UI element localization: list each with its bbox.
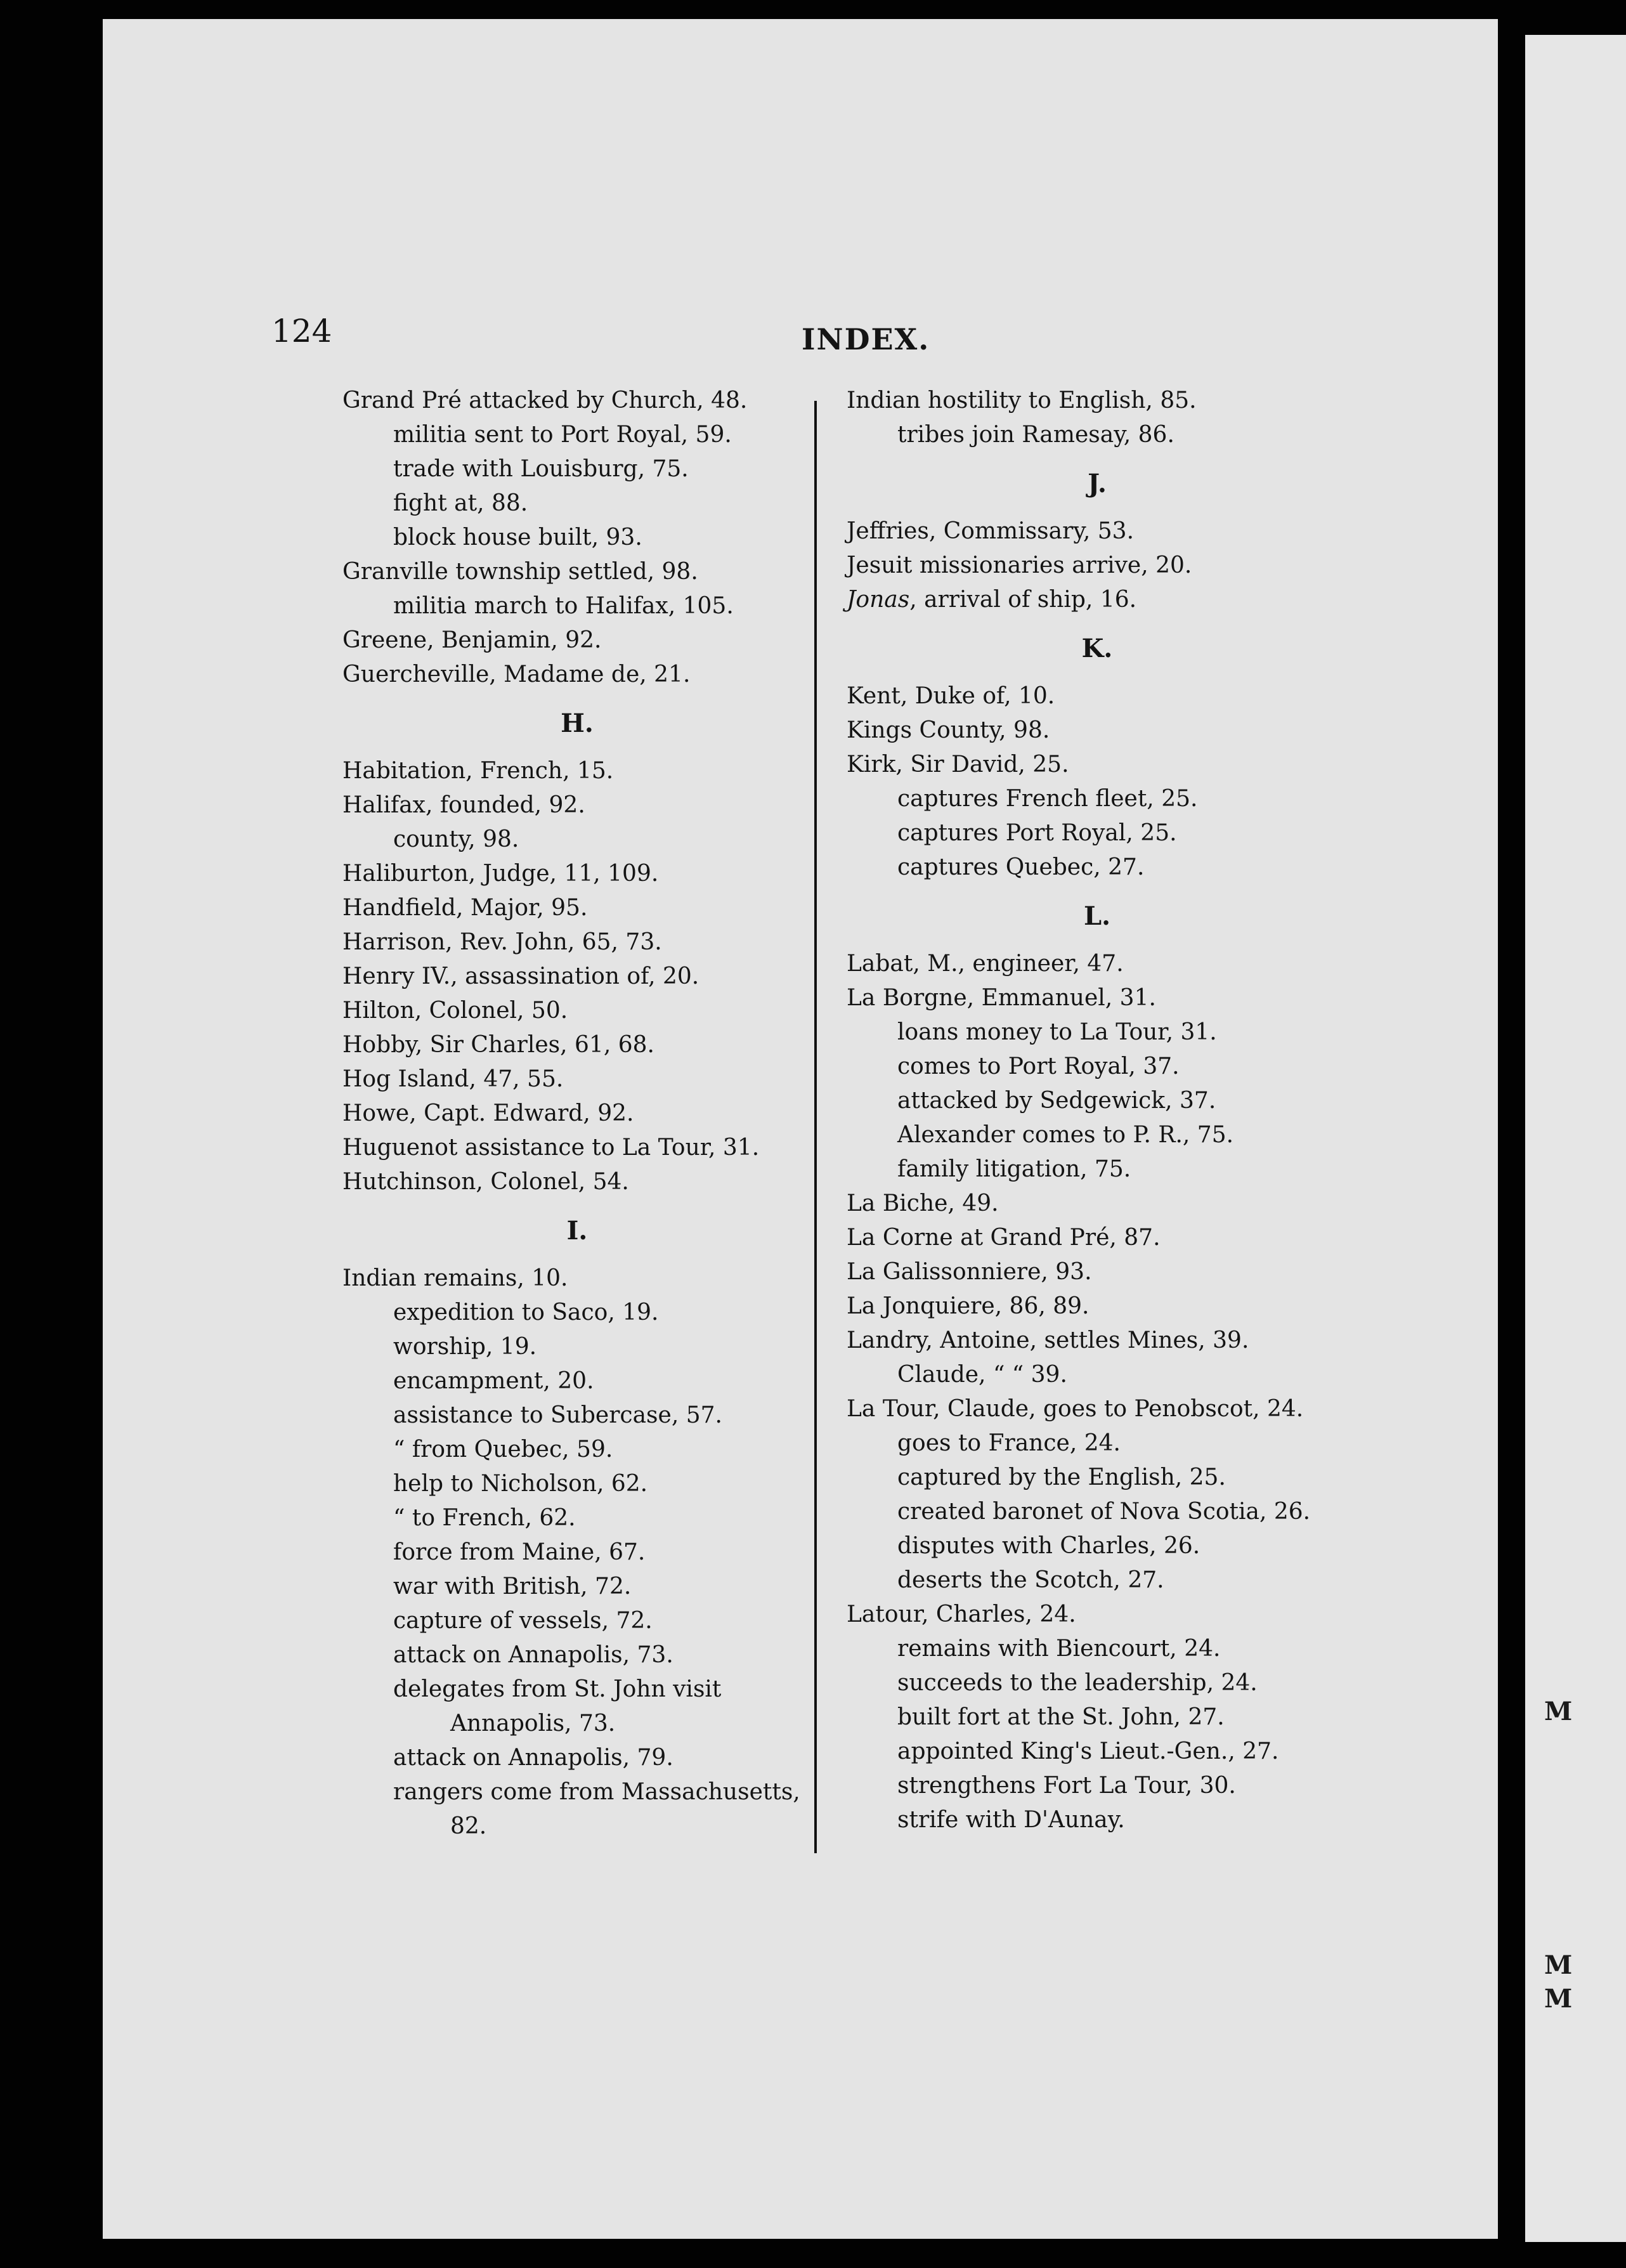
index-entry: Grand Pré attacked by Church, 48. (342, 388, 748, 414)
index-column-left (342, 384, 812, 1844)
index-entry: “ from Quebec, 59. (393, 1437, 613, 1463)
index-entry: created baronet of Nova Scotia, 26. (897, 1499, 1311, 1525)
index-entry: strife with D'Aunay. (897, 1807, 1125, 1833)
index-entry: succeeds to the leadership, 24. (897, 1670, 1258, 1696)
index-entry: deserts the Scotch, 27. (897, 1567, 1164, 1593)
index-entry: militia march to Halifax, 105. (393, 593, 734, 619)
section-letter-heading: J. (1088, 469, 1107, 499)
index-entry: captured by the English, 25. (897, 1464, 1226, 1490)
index-entry: goes to France, 24. (897, 1430, 1121, 1456)
index-entry: Latour, Charles, 24. (847, 1601, 1076, 1627)
index-entry: Hilton, Colonel, 50. (342, 998, 568, 1024)
index-entry: expedition to Saco, 19. (393, 1300, 659, 1326)
index-entry: Habitation, French, 15. (342, 758, 614, 784)
index-entry: comes to Port Royal, 37. (897, 1053, 1180, 1079)
index-entry: block house built, 93. (393, 525, 642, 551)
index-entry: rangers come from Massachusetts, (393, 1779, 800, 1805)
edge-letter: M (1544, 1697, 1573, 1726)
index-entry: La Galissonniere, 93. (847, 1259, 1092, 1285)
index-entry: attacked by Sedgewick, 37. (897, 1088, 1216, 1114)
index-entry: capture of vessels, 72. (393, 1608, 653, 1634)
edge-letter: M (1544, 1950, 1573, 1980)
index-entry: Kirk, Sir David, 25. (847, 752, 1069, 778)
index-entry: delegates from St. John visit (393, 1676, 722, 1702)
index-entry-italic: Jonas (847, 587, 910, 613)
index-entry: fight at, 88. (393, 490, 528, 516)
index-entry: Jesuit missionaries arrive, 20. (847, 552, 1192, 578)
index-entry: Kent, Duke of, 10. (847, 683, 1055, 709)
index-entry: Harrison, Rev. John, 65, 73. (342, 929, 662, 955)
index-entry: Hutchinson, Colonel, 54. (342, 1169, 629, 1195)
index-entry: assistance to Subercase, 57. (393, 1402, 722, 1428)
index-entry: strengthens Fort La Tour, 30. (897, 1773, 1236, 1799)
index-entry: Huguenot assistance to La Tour, 31. (342, 1135, 760, 1161)
index-entry: Landry, Antoine, settles Mines, 39. (847, 1327, 1249, 1353)
index-entry: captures Port Royal, 25. (897, 820, 1177, 846)
index-entry: Claude, “ “ 39. (897, 1362, 1067, 1388)
index-entry: Indian hostility to English, 85. (847, 388, 1197, 414)
index-entry: La Borgne, Emmanuel, 31. (847, 985, 1156, 1011)
index-entry: Howe, Capt. Edward, 92. (342, 1100, 634, 1126)
page-number: 124 (271, 313, 332, 349)
section-letter-heading: I. (566, 1216, 588, 1246)
index-entry: militia sent to Port Royal, 59. (393, 422, 732, 448)
index-entry: built fort at the St. John, 27. (897, 1704, 1225, 1730)
index-entry: Hog Island, 47, 55. (342, 1066, 564, 1092)
index-entry: attack on Annapolis, 73. (393, 1642, 673, 1668)
index-column-right (847, 384, 1348, 1837)
section-letter-heading: L. (1083, 901, 1111, 931)
edge-letter: M (1544, 1984, 1573, 2014)
index-entry: Labat, M., engineer, 47. (847, 951, 1124, 977)
index-entry: Henry IV., assassination of, 20. (342, 963, 699, 989)
index-entry (847, 583, 1348, 617)
index-entry: family litigation, 75. (897, 1156, 1131, 1182)
index-entry: La Jonquiere, 86, 89. (847, 1293, 1089, 1319)
index-entry: war with British, 72. (393, 1574, 632, 1600)
index-entry: Alexander comes to P. R., 75. (897, 1122, 1234, 1148)
index-entry: trade with Louisburg, 75. (393, 456, 689, 482)
index-entry: Kings County, 98. (847, 717, 1050, 743)
index-entry: county, 98. (393, 826, 519, 852)
index-entry: loans money to La Tour, 31. (897, 1019, 1217, 1045)
index-entry: worship, 19. (393, 1334, 537, 1360)
index-entry: captures French fleet, 25. (897, 786, 1198, 812)
facing-page-edge (1525, 35, 1626, 2242)
index-entry: force from Maine, 67. (393, 1539, 646, 1565)
index-entry: Annapolis, 73. (450, 1711, 616, 1737)
page-title: INDEX. (802, 322, 930, 356)
index-entry: help to Nicholson, 62. (393, 1471, 648, 1497)
index-entry: Haliburton, Judge, 11, 109. (342, 861, 659, 887)
index-entry: Indian remains, 10. (342, 1265, 568, 1291)
index-entry: La Corne at Grand Pré, 87. (847, 1225, 1161, 1251)
index-entry-text: , arrival of ship, 16. (909, 587, 1137, 613)
index-entry: tribes join Ramesay, 86. (897, 422, 1174, 448)
index-entry: Greene, Benjamin, 92. (342, 627, 602, 653)
column-divider (814, 401, 817, 1853)
index-entry: “ to French, 62. (393, 1505, 576, 1531)
index-entry: appointed King's Lieut.-Gen., 27. (897, 1738, 1279, 1764)
section-letter-heading: K. (1081, 634, 1113, 663)
section-letter-heading: H. (561, 708, 594, 738)
index-entry: captures Quebec, 27. (897, 854, 1145, 880)
index-entry: attack on Annapolis, 79. (393, 1745, 673, 1771)
index-entry: Guercheville, Madame de, 21. (342, 662, 691, 688)
index-entry: Hobby, Sir Charles, 61, 68. (342, 1032, 654, 1058)
index-entry: Granville township settled, 98. (342, 559, 698, 585)
index-entry: Jeffries, Commissary, 53. (847, 518, 1135, 544)
index-entry: Halifax, founded, 92. (342, 792, 585, 818)
index-entry: encampment, 20. (393, 1368, 594, 1394)
index-entry: La Tour, Claude, goes to Penobscot, 24. (847, 1396, 1304, 1422)
index-entry: Handfield, Major, 95. (342, 895, 588, 921)
index-entry: La Biche, 49. (847, 1190, 999, 1216)
index-entry: 82. (450, 1813, 487, 1839)
index-entry: remains with Biencourt, 24. (897, 1636, 1221, 1662)
index-entry: disputes with Charles, 26. (897, 1533, 1200, 1559)
